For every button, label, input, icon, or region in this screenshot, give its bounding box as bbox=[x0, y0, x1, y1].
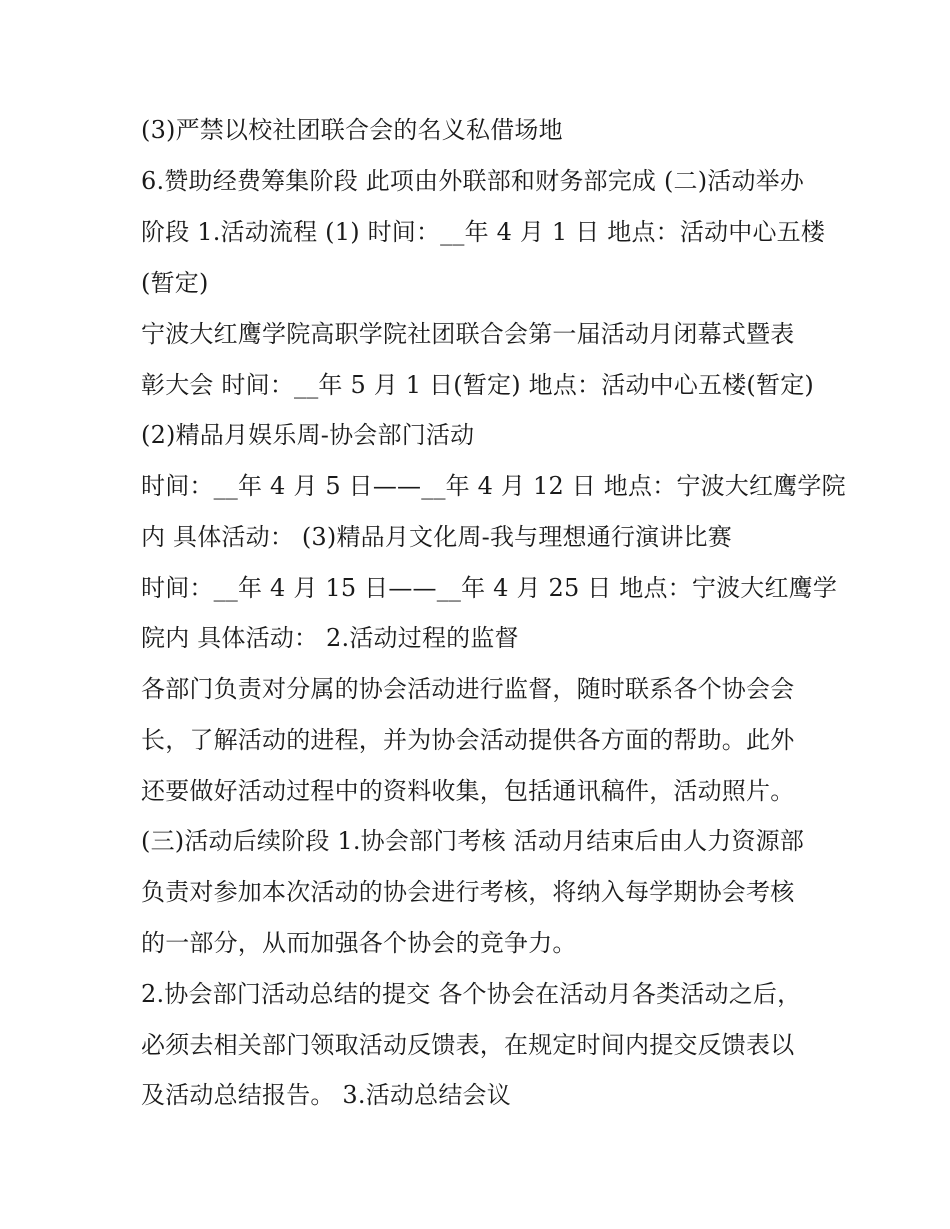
text-line: 长，了解活动的进程，并为协会活动提供各方面的帮助。此外 bbox=[141, 726, 795, 754]
text-line: 负责对参加本次活动的协会进行考核，将纳入每学期协会考核 bbox=[141, 878, 795, 906]
text-line: 院内 具体活动： 2.活动过程的监督 bbox=[141, 624, 519, 652]
text-line: 阶段 1.活动流程 (1) 时间：__年 4 月 1 日 地点：活动中心五楼 bbox=[141, 218, 826, 246]
text-line: 的一部分，从而加强各个协会的竞争力。 bbox=[141, 929, 577, 957]
text-line: (2)精品月娱乐周-协会部门活动 bbox=[141, 421, 475, 449]
text-line: (三)活动后续阶段 1.协会部门考核 活动月结束后由人力资源部 bbox=[141, 827, 805, 855]
text-line: 各部门负责对分属的协会活动进行监督，随时联系各个协会会 bbox=[141, 675, 795, 703]
text-line: 还要做好活动过程中的资料收集，包括通讯稿件，活动照片。 bbox=[141, 777, 795, 805]
text-line: (3)严禁以校社团联合会的名义私借场地 bbox=[141, 116, 563, 144]
text-line: 必须去相关部门领取活动反馈表，在规定时间内提交反馈表以 bbox=[141, 1031, 795, 1059]
text-line: 6.赞助经费筹集阶段 此项由外联部和财务部完成 (二)活动举办 bbox=[141, 167, 805, 195]
text-line: 时间：__年 4 月 15 日——__年 4 月 25 日 地点：宁波大红鹰学 bbox=[141, 574, 838, 602]
text-line: 彰大会 时间：__年 5 月 1 日(暂定) 地点：活动中心五楼(暂定) bbox=[141, 371, 814, 399]
text-line: 及活动总结报告。 3.活动总结会议 bbox=[141, 1081, 511, 1109]
text-line: 宁波大红鹰学院高职学院社团联合会第一届活动月闭幕式暨表 bbox=[141, 320, 795, 348]
text-line: 2.协会部门活动总结的提交 各个协会在活动月各类活动之后， bbox=[141, 980, 802, 1008]
text-line: 内 具体活动： (3)精品月文化周-我与理想通行演讲比赛 bbox=[141, 523, 732, 551]
text-line: 时间：__年 4 月 5 日——__年 4 月 12 日 地点：宁波大红鹰学院 bbox=[141, 472, 846, 500]
text-line: (暂定) bbox=[141, 269, 209, 297]
